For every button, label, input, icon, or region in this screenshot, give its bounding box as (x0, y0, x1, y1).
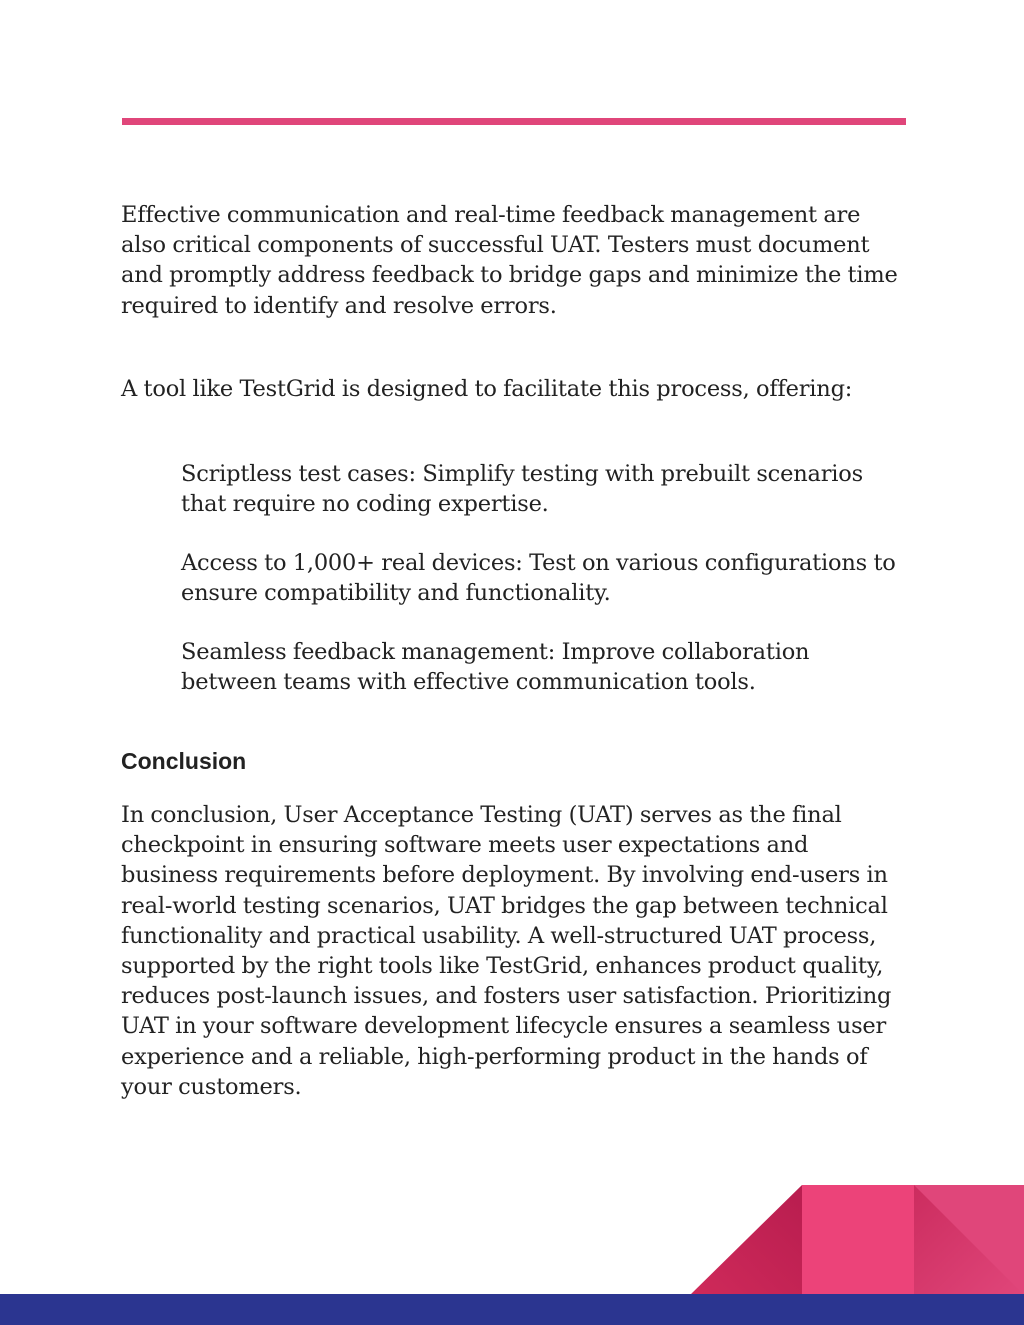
feature-item-real-devices: Access to 1,000+ real devices: Test on various configurations to ensure compatibility and functionality. (181, 550, 896, 607)
feature-item-feedback: Seamless feedback management: Improve collaboration between teams with effective communication tools. (181, 639, 810, 696)
conclusion-paragraph: In conclusion, User Acceptance Testing (UAT) serves as the final checkpoint in ensuring software meets user expectations and business requirements before deployment. By involving end-users in real-world testing scenarios, UAT bridges the gap between technical functionality and practical usability. A well-structured UAT process, supported by the right tools like TestGrid, enhances product quality, reduces post-launch issues, and fosters user satisfaction. Prioritizing UAT in your software development lifecycle ensures a seamless user experience and a reliable, high-performing product in the hands of your customers. (121, 802, 892, 1100)
decorative-corner-shapes (690, 1185, 1024, 1295)
footer-bar (0, 1294, 1024, 1325)
top-accent-rule (122, 118, 906, 125)
feature-item-scriptless: Scriptless test cases: Simplify testing with prebuilt scenarios that require no coding expertise. (181, 461, 863, 518)
conclusion-heading: Conclusion (121, 748, 247, 774)
intro-paragraph: Effective communication and real-time feedback management are also critical components of successful UAT. Testers must document and promptly address feedback to bridge gaps and minimize the time required to identify and resolve errors. (121, 202, 898, 319)
tool-intro-paragraph: A tool like TestGrid is designed to facilitate this process, offering: (121, 376, 853, 402)
